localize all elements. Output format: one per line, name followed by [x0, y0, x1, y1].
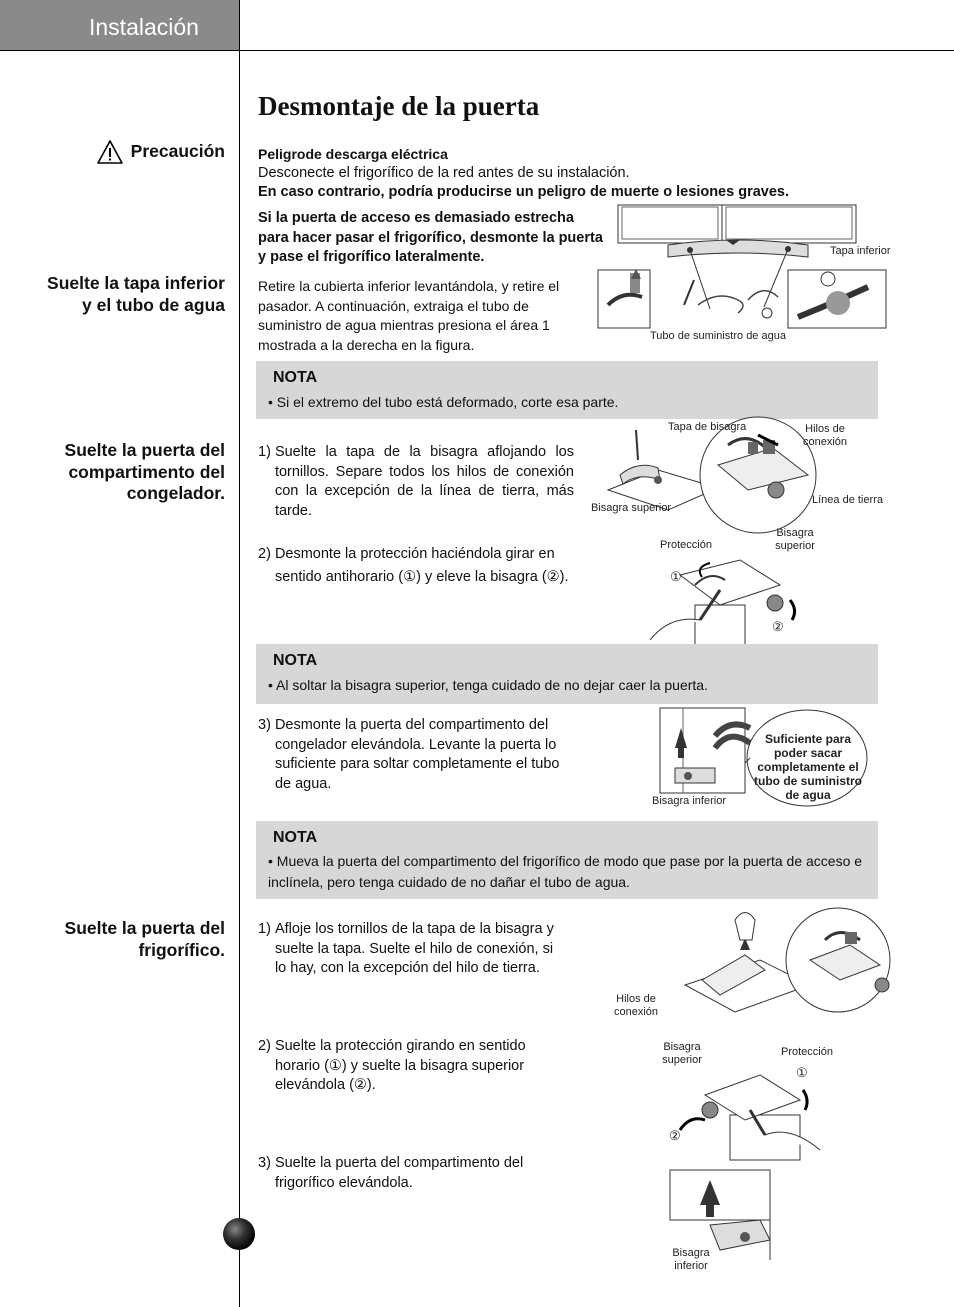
- note-1: [256, 361, 878, 419]
- label-proteccion-2: Protección: [781, 1046, 833, 1058]
- page-title: Desmontaje de la puerta: [258, 91, 540, 121]
- warning-line1: Desconecte el frigorífico de la red antes de su instalación.: [258, 165, 630, 181]
- narrow-door-text: Si la puerta de acceso es demasiado estrecha para hacer pasar el frigorífico, desmonte la puerta y pase el frigorífico lateralmente.: [258, 210, 603, 265]
- header-rule: [0, 50, 954, 51]
- note-title: NOTA: [273, 829, 318, 846]
- freezer-step-2: 2) Desmonte la protección haciéndola girar en sentido antihorario (①) y eleve la bisagra (②).: [258, 546, 569, 585]
- note-2: [256, 644, 878, 704]
- figure-lift-fridge: [665, 1165, 785, 1260]
- margin-rule: [239, 0, 240, 1307]
- label-tapa-bisagra: Tapa de bisagra: [668, 421, 747, 433]
- label-linea-tierra: Línea de tierra: [812, 494, 883, 506]
- figure-bottom-cover: [598, 205, 888, 345]
- note-title: NOTA: [273, 369, 318, 386]
- fridge-step-2: 2) Suelte la protección girando en sentido horario (①) y suelte la bisagra superior elevándola (②).: [258, 1038, 526, 1093]
- warning-triangle-icon: [97, 140, 123, 164]
- label-proteccion: Protección: [660, 539, 712, 551]
- label-bisagra-superior-3: Bisagra superior: [662, 1041, 702, 1066]
- note-3: [256, 821, 878, 899]
- warning-line2: En caso contrario, podría producirse un peligro de muerte o lesiones graves.: [258, 184, 789, 200]
- note-text: • Mueva la puerta del compartimento del frigorífico de modo que pase por la puerta de acceso e inclínela, pero tenga cuidado de no dañar el tubo de agua.: [268, 853, 863, 890]
- label-circle-1b: ①: [796, 1065, 808, 1080]
- label-hilos-conexion-2: Hilos de conexión: [613, 993, 659, 1018]
- page-marker: [223, 1218, 255, 1250]
- fridge-step-3: 3) Suelte la puerta del compartimento del frigorífico elevándola.: [258, 1155, 524, 1191]
- warning-heading: Peligrode descarga eléctrica: [258, 146, 448, 162]
- label-bisagra-superior-2: Bisagra superior: [775, 527, 815, 552]
- label-circle-1: ①: [670, 569, 682, 584]
- section-tab: Instalación: [0, 0, 239, 50]
- label-bisagra-superior: Bisagra superior: [591, 502, 672, 514]
- label-hilos-conexion: Hilos de conexión: [803, 423, 848, 448]
- sidebar-step-freezer: Suelte la puerta del compartimento del congelador.: [64, 440, 225, 503]
- label-bisagra-inferior-2: Bisagra inferior: [672, 1247, 710, 1272]
- label-tapa-inferior: Tapa inferior: [830, 245, 891, 257]
- sidebar-step-bottom-cover: Suelte la tapa inferior y el tubo de agua: [47, 273, 225, 315]
- label-circle-2: ②: [772, 619, 784, 634]
- label-tubo-suministro: Tubo de suministro de agua: [650, 330, 786, 342]
- freezer-step-1: 1) Suelte la tapa de la bisagra aflojando los tornillos. Separe todos los hilos de conexión con la excepción de la línea de tierra, más tarde.: [258, 444, 574, 519]
- fridge-step-1: 1) Afloje los tornillos de la tapa de la bisagra y suelte la tapa. Suelte el hilo de conexión, si lo hay, con la excepción del hilo de tierra.: [258, 921, 554, 976]
- label-circle-2b: ②: [669, 1128, 681, 1143]
- caution-label: Precaución: [130, 141, 225, 162]
- note-text: • Si el extremo del tubo está deformado, corte esa parte.: [268, 394, 619, 410]
- sidebar-step-fridge: Suelte la puerta del frigorífico.: [64, 918, 225, 960]
- caution-heading: [97, 140, 225, 164]
- figure-fridge-hinge-cover: [660, 900, 890, 1025]
- narrow-door-body: Retire la cubierta inferior levantándola, y retire el pasador. A continuación, extraiga el tubo de suministro de agua mientras presiona el área 1 mostrada a la derecha en la figura.: [258, 278, 560, 353]
- label-bisagra-inferior: Bisagra inferior: [652, 795, 726, 807]
- label-suficiente: Suficiente para poder sacar completamente el tubo de suministro de agua: [754, 732, 862, 802]
- note-text: • Al soltar la bisagra superior, tenga cuidado de no dejar caer la puerta.: [268, 677, 708, 693]
- figure-protection: [640, 545, 810, 645]
- freezer-step-3: 3) Desmonte la puerta del compartimento del congelador elevándola. Levante la puerta lo suficiente para soltar completamente el tubo de agua.: [258, 717, 560, 792]
- note-title: NOTA: [273, 652, 318, 669]
